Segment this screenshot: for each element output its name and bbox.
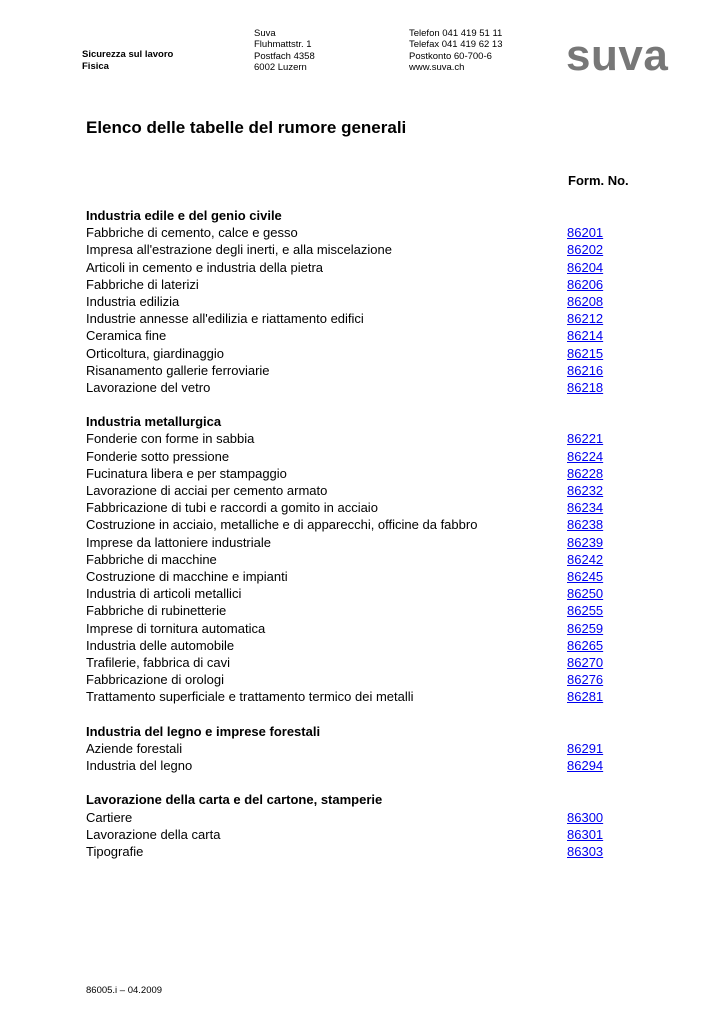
list-item	[86, 345, 616, 362]
item-label: Trattamento superficiale e trattamento termico dei metalli	[86, 689, 414, 705]
item-label: Lavorazione di acciai per cemento armato	[86, 483, 328, 498]
list-item	[86, 534, 616, 551]
item-label: Industria del legno	[86, 758, 193, 773]
form-number-link[interactable]: 86276	[567, 672, 604, 688]
form-number-link[interactable]: 86221	[567, 431, 604, 447]
form-number-link[interactable]: 86242	[567, 551, 604, 567]
form-number-link[interactable]: 86301	[567, 826, 604, 842]
section	[86, 207, 616, 396]
item-label: Industria delle automobile	[86, 637, 235, 653]
item-label: Industria edilizia	[86, 293, 180, 309]
form-number-link[interactable]: 86234	[567, 500, 604, 516]
list-item	[86, 276, 616, 293]
form-number-link[interactable]: 86239	[567, 534, 604, 550]
form-number-link[interactable]: 86255	[567, 603, 604, 619]
item-label: Aziende forestali	[86, 740, 183, 756]
item-label: Imprese di tornitura automatica	[86, 620, 266, 636]
section	[86, 413, 616, 705]
form-number-link[interactable]: 86202	[567, 242, 604, 258]
list-item	[86, 826, 616, 843]
form-number-link[interactable]: 86216	[567, 362, 604, 378]
section-title: Lavorazione della carta e del cartone, stamperie	[86, 792, 383, 808]
section-title: Industria metallurgica	[86, 414, 222, 430]
list-item	[86, 293, 616, 310]
form-number-link[interactable]: 86294	[567, 758, 604, 773]
section-title: Industria edile e del genio civile	[86, 208, 282, 223]
item-label: Trafilerie, fabbrica di cavi	[86, 654, 231, 670]
list-item	[86, 740, 616, 757]
item-label: Fucinatura libera e per stampaggio	[86, 465, 287, 481]
form-no-header: Form. No.	[568, 173, 629, 188]
form-number-link[interactable]: 86300	[567, 809, 604, 825]
page-title: Elenco delle tabelle del rumore generali	[86, 118, 407, 137]
form-number-link[interactable]: 86215	[567, 345, 604, 361]
form-number-link[interactable]: 86212	[567, 311, 604, 327]
contact-line: Postkonto 60-700-6	[409, 50, 492, 62]
list-item	[86, 602, 616, 619]
item-label: Fabbricazione di tubi e raccordi a gomito in acciaio	[86, 500, 378, 516]
form-number-link[interactable]: 86245	[567, 568, 604, 584]
footer-doc-id: 86005.i – 04.2009	[86, 985, 163, 996]
form-number-link[interactable]: 86218	[567, 379, 604, 395]
list-item	[86, 551, 616, 568]
list-item	[86, 241, 616, 258]
list-item	[86, 465, 616, 482]
list-item	[86, 259, 616, 276]
form-number-link[interactable]: 86206	[567, 276, 604, 292]
item-label: Fabbriche di cemento, calce e gesso	[86, 225, 298, 241]
header-address	[254, 28, 315, 73]
list-item	[86, 757, 616, 774]
form-number-link[interactable]: 86250	[567, 586, 604, 602]
list-item	[86, 499, 616, 516]
form-number-link[interactable]: 86303	[567, 843, 604, 859]
item-label: Costruzione in acciaio, metalliche e di apparecchi, officine da fabbro	[86, 517, 478, 533]
item-label: Ceramica fine	[86, 328, 167, 344]
list-item	[86, 224, 616, 241]
item-label: Fonderie con forme in sabbia	[86, 431, 255, 447]
item-label: Impresa all'estrazione degli inerti, e alla miscelazione	[86, 242, 392, 258]
form-number-link[interactable]: 86281	[567, 689, 604, 705]
section	[86, 791, 616, 860]
form-number-link[interactable]: 86201	[567, 225, 604, 241]
form-number-link[interactable]: 86259	[567, 620, 604, 636]
list-item	[86, 809, 616, 826]
item-label: Fabbriche di rubinetterie	[86, 603, 227, 619]
form-number-link[interactable]: 86232	[567, 483, 604, 498]
item-label: Fabbriche di laterizi	[86, 276, 199, 292]
address-line: Fluhmattstr. 1	[254, 39, 312, 51]
list-item	[86, 516, 616, 533]
contact-line: www.suva.ch	[409, 61, 465, 73]
department-line: Sicurezza sul lavoro	[82, 49, 174, 60]
list-item	[86, 327, 616, 344]
form-number-link[interactable]: 86204	[567, 259, 604, 275]
list-item	[86, 688, 616, 705]
list-item	[86, 430, 616, 447]
address-line: 6002 Luzern	[254, 61, 307, 73]
address-line: Suva	[254, 28, 276, 39]
form-number-link[interactable]: 86214	[567, 328, 604, 344]
section-title: Industria del legno e imprese forestali	[86, 723, 321, 739]
list-item	[86, 448, 616, 465]
item-label: Risanamento gallerie ferroviarie	[86, 362, 270, 378]
list-item	[86, 671, 616, 688]
list-item	[86, 620, 616, 637]
item-label: Lavorazione del vetro	[86, 379, 211, 395]
list-item	[86, 654, 616, 671]
form-number-link[interactable]: 86238	[567, 517, 604, 533]
header-contact	[409, 28, 503, 73]
list-item	[86, 379, 616, 396]
form-number-link[interactable]: 86265	[567, 637, 604, 653]
header-department	[82, 49, 173, 73]
form-number-link[interactable]: 86228	[567, 465, 604, 481]
item-label: Imprese da lattoniere industriale	[86, 534, 271, 550]
item-label: Lavorazione della carta	[86, 826, 221, 842]
form-number-link[interactable]: 86224	[567, 448, 604, 464]
table-list	[86, 207, 616, 877]
item-label: Articoli in cemento e industria della pietra	[86, 259, 324, 275]
contact-line: Telefax 041 419 62 13	[409, 39, 503, 51]
list-item	[86, 585, 616, 602]
list-item	[86, 310, 616, 327]
suva-logo: suva	[566, 31, 669, 80]
address-line: Postfach 4358	[254, 50, 315, 62]
form-number-link[interactable]: 86270	[567, 654, 604, 670]
form-number-link[interactable]: 86291	[567, 740, 604, 756]
item-label: Fabbricazione di orologi	[86, 672, 225, 688]
list-item	[86, 568, 616, 585]
item-label: Cartiere	[86, 809, 133, 825]
section	[86, 723, 616, 775]
department-line: Fisica	[82, 61, 109, 72]
list-item	[86, 843, 616, 860]
item-label: Tipografie	[86, 843, 144, 859]
item-label: Costruzione di macchine e impianti	[86, 568, 288, 584]
list-item	[86, 482, 616, 499]
list-item	[86, 362, 616, 379]
item-label: Fabbriche di macchine	[86, 551, 217, 567]
contact-line: Telefon 041 419 51 11	[409, 28, 503, 39]
item-label: Orticoltura, giardinaggio	[86, 345, 225, 361]
list-item	[86, 637, 616, 654]
form-number-link[interactable]: 86208	[567, 293, 604, 309]
item-label: Fonderie sotto pressione	[86, 448, 230, 464]
item-label: Industrie annesse all'edilizia e riattamento edifici	[86, 311, 364, 327]
item-label: Industria di articoli metallici	[86, 586, 242, 602]
